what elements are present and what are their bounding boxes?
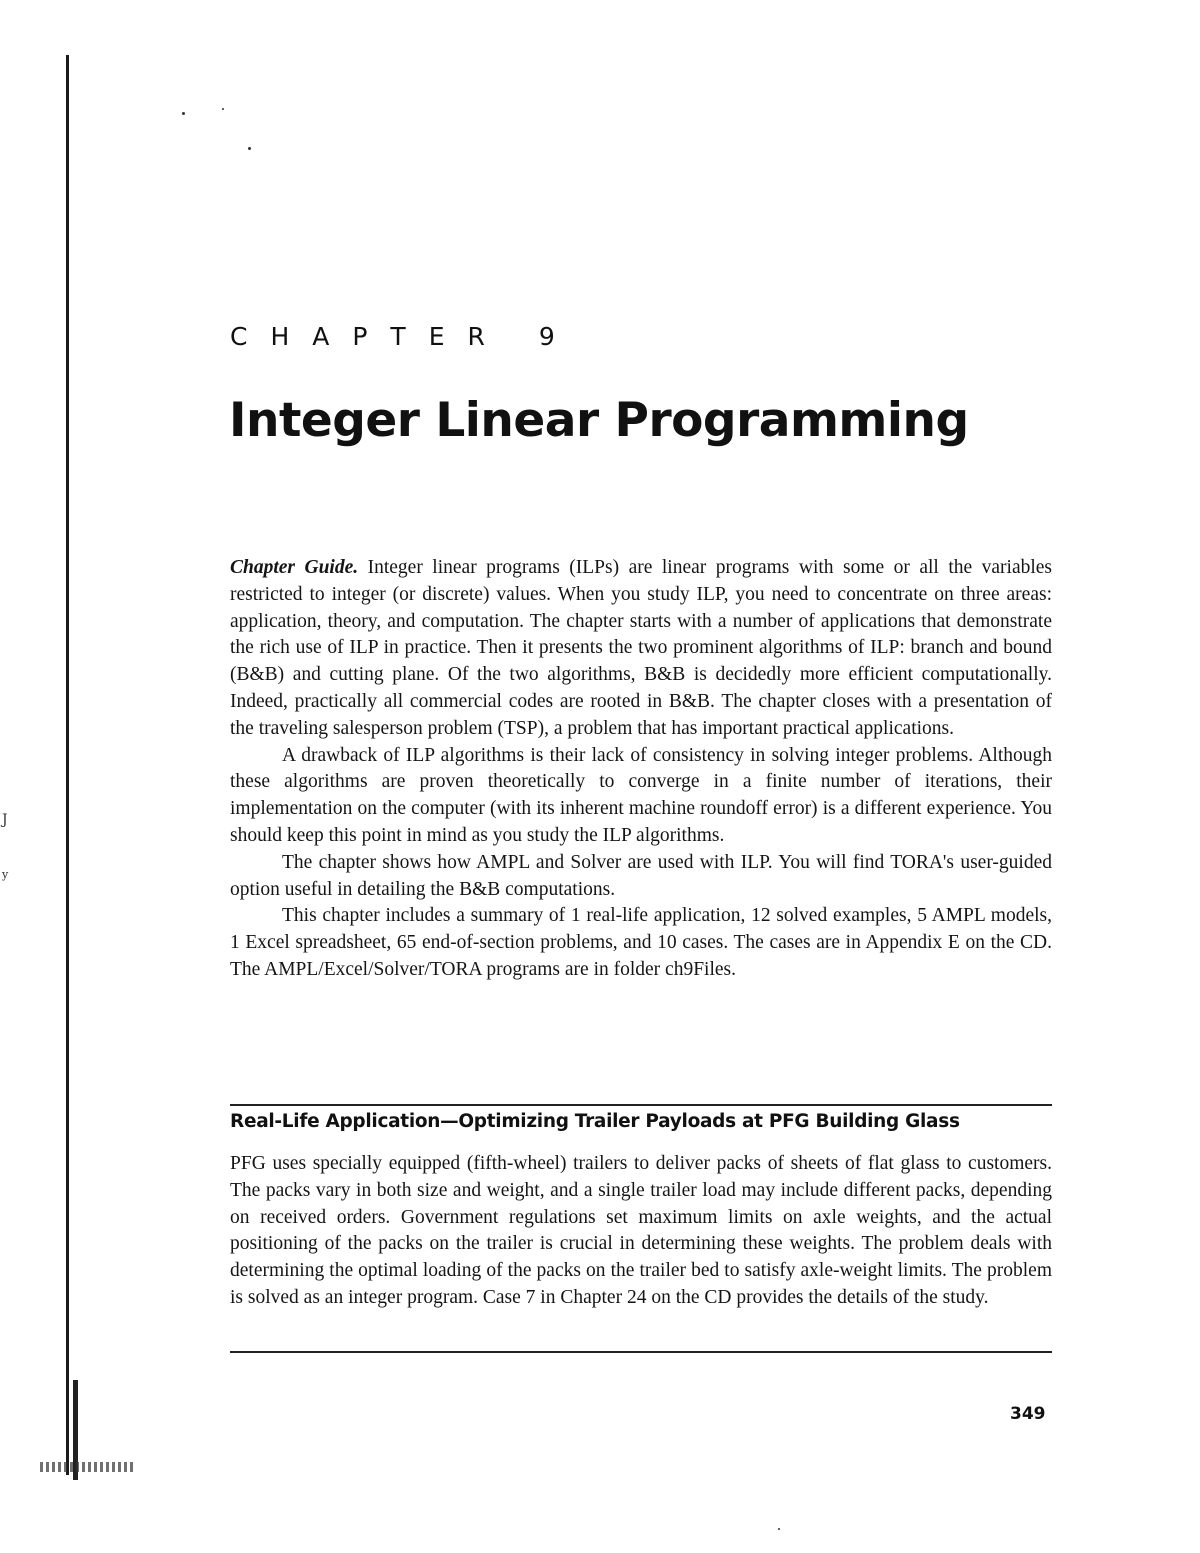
edge-mark: J	[2, 812, 8, 828]
guide-paragraph: The chapter shows how AMPL and Solver are used with ILP. You will find TORA's user-guided option useful in detailing the B&B computations.	[230, 851, 1052, 900]
page-number: 349	[1010, 1404, 1046, 1424]
application-body	[230, 1151, 1052, 1312]
guide-paragraph: A drawback of ILP algorithms is their lack of consistency in solving integer problems. Although these algorithms are proven theoretically to converge in a finite number of iterations, their implementation on the computer (with its inherent machine roundoff error) is a different experience. You should keep this point in mind as you study the ILP algorithms.	[230, 744, 1052, 846]
scan-speck	[778, 1528, 780, 1530]
application-top-rule	[230, 1104, 1052, 1106]
scan-speck	[248, 147, 251, 150]
guide-paragraph-text: Integer linear programs (ILPs) are linear programs with some or all the variables restricted to integer (or discrete) values. When you study ILP, you need to concentrate on three areas: application, theory, and computation. The chapter starts with a number of applications that demonstrate the rich use of ILP in practice. Then it presents the two prominent algorithms of ILP: branch and bound (B&B) and cutting plane. Of the two algorithms, B&B is decidedly more efficient computationally. Indeed, practically all commercial codes are rooted in B&B. The chapter closes with a presentation of the traveling salesperson problem (TSP), a problem that has important practical applications.	[230, 557, 1053, 739]
scan-binding-edge	[66, 55, 69, 1475]
scan-speck	[222, 108, 224, 110]
application-paragraph: PFG uses specially equipped (fifth-wheel) trailers to deliver packs of sheets of flat glass to customers. The packs vary in both size and weight, and a single trailer load may include different packs, depending on received orders. Government regulations set maximum limits on axle weights, and the actual positioning of the packs on the trailer is crucial in determining these weights. The problem deals with determining the optimal loading of the packs on the trailer bed to satisfy axle-weight limits. The problem is solved as an integer program. Case 7 in Chapter 24 on the CD provides the details of the study.	[230, 1153, 1052, 1308]
chapter-guide	[230, 555, 1052, 984]
guide-paragraph: This chapter includes a summary of 1 real-life application, 12 solved examples, 5 AMPL models, 1 Excel spreadsheet, 65 end-of-section problems, and 10 cases. The cases are in Appendix E on the CD. The AMPL/Excel/Solver/TORA programs are in folder ch9Files.	[230, 905, 1052, 980]
application-bottom-rule	[230, 1351, 1052, 1353]
chapter-title: Integer Linear Programming	[229, 393, 969, 448]
chapter-label: CHAPTER 9	[230, 322, 578, 351]
edge-mark: y	[2, 868, 9, 881]
scan-speck	[182, 112, 185, 115]
guide-label: Chapter Guide.	[230, 557, 359, 578]
guide-paragraph	[230, 555, 1052, 743]
application-heading: Real-Life Application—Optimizing Trailer Payloads at PFG Building Glass	[230, 1111, 960, 1132]
scan-smudge	[40, 1462, 135, 1472]
